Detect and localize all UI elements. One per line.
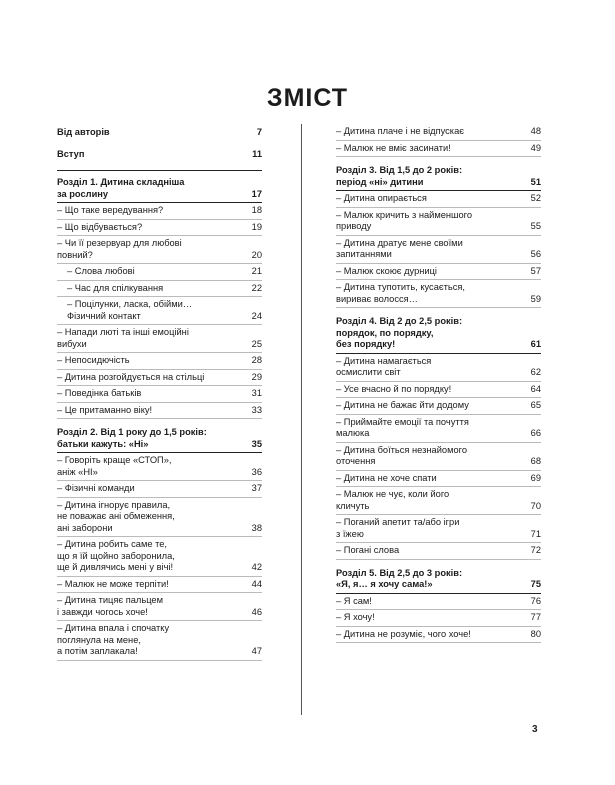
toc-entry-page: 36: [251, 466, 262, 477]
toc-entry-title: – Усе вчасно й по порядку!: [336, 384, 519, 396]
toc-entry-page: 24: [251, 310, 262, 321]
toc-entry-title: Розділ 1. Дитина складніша за рослину: [57, 177, 185, 199]
toc-entry-title: – Дитина впала і спочатку поглянула на мене, а потім заплакала!: [57, 623, 240, 658]
toc-entry: [57, 353, 262, 370]
toc-entry-title: – Дитина розгойдується на стільці: [57, 372, 240, 384]
toc-entry-title: – Дитина боїться незнайомого оточення: [336, 445, 519, 468]
toc-entry-page: 44: [251, 578, 262, 589]
toc-entry-title: – Дитина опирається: [336, 193, 519, 205]
toc-entry-page: 19: [251, 221, 262, 232]
toc-entry-title: – Поведінка батьків: [57, 388, 240, 400]
toc-section-heading: [57, 422, 262, 453]
toc-entry-title: – Дитина плаче і не відпускає: [336, 126, 519, 138]
toc-entry-page: 20: [251, 249, 262, 260]
toc-entry-title: – Що таке вередування?: [57, 205, 240, 217]
toc-entry: [57, 264, 262, 281]
toc-entry: [336, 264, 541, 281]
toc-entry-page: 29: [251, 371, 262, 382]
toc-entry: [57, 220, 262, 237]
toc-entry-page: 75: [530, 579, 541, 589]
toc-entry-page: 71: [530, 528, 541, 539]
toc-entry-title: – Я хочу!: [336, 612, 519, 624]
toc-entry-page: 47: [251, 646, 262, 656]
toc-entry-title: – Дитина тицяє пальцем і завжди чогось хоче!: [57, 595, 240, 618]
toc-entry-title: – Що відбувається?: [57, 222, 240, 234]
toc-entry-page: 66: [530, 428, 541, 438]
toc-entry-page: 37: [251, 483, 262, 493]
toc-section-heading: [57, 170, 262, 203]
toc-entry: [336, 208, 541, 236]
toc-entry-page: 65: [530, 400, 541, 410]
toc-entry-page: 31: [251, 388, 262, 398]
toc-entry-page: 35: [251, 438, 262, 449]
toc-entry-title: – Час для спілкування: [57, 283, 240, 295]
toc-entry: [336, 415, 541, 443]
toc-entry-title: Розділ 3. Від 1,5 до 2 років: період «ні» дитини: [336, 165, 463, 187]
toc-entry: [57, 325, 262, 353]
toc-entry-page: 80: [530, 628, 541, 639]
toc-entry-title: – Фізичні команди: [57, 483, 240, 495]
toc-entry: [57, 481, 262, 498]
toc-entry: [336, 515, 541, 543]
toc-entry: [57, 370, 262, 387]
toc-entry-page: 69: [530, 472, 541, 483]
toc-entry-title: – Дитина робить саме те, що я їй щойно заборонила, ще й дивлячись мені у вічі!: [57, 539, 240, 574]
toc-entry: [57, 297, 262, 325]
toc-entry: [336, 443, 541, 471]
toc-entry-title: – Малюк не може терпіти!: [57, 579, 240, 591]
toc-entry-title: – Слова любові: [57, 266, 240, 278]
toc-entry: [57, 281, 262, 298]
toc-entry-title: – Малюк скоює дурниці: [336, 266, 519, 278]
page-number: 3: [532, 724, 538, 735]
toc-entry: [336, 594, 541, 611]
toc-entry-page: 49: [530, 142, 541, 153]
toc-entry: [336, 627, 541, 644]
toc-entry-title: – Малюк не чує, коли його кличуть: [336, 489, 519, 512]
toc-entry: [336, 141, 541, 158]
toc-entry-title: – Дитина не бажає йти додому: [336, 400, 519, 412]
toc-entry-title: – Чи її резервуар для любові повний?: [57, 238, 240, 261]
toc-entry-title: Від авторів: [57, 127, 110, 137]
toc-entry-page: 28: [251, 355, 262, 365]
toc-entry: [336, 382, 541, 399]
toc-entry-page: 17: [251, 188, 262, 199]
toc-entry-page: 56: [530, 249, 541, 259]
toc-entry-title: Розділ 4. Від 2 до 2,5 років: порядок, по порядку, без порядку!: [336, 316, 463, 349]
toc-entry-title: – Поганий апетит та/або ігри з їжею: [336, 517, 519, 540]
toc-entry: [336, 398, 541, 415]
toc-entry: [57, 403, 262, 420]
toc-entry-title: – Малюк кричить з найменшого приводу: [336, 210, 519, 233]
toc-entry: [57, 577, 262, 594]
toc-entry-page: 22: [251, 282, 262, 293]
toc-entry: [336, 280, 541, 308]
toc-entry-page: 70: [530, 500, 541, 511]
toc-entry: [57, 498, 262, 538]
toc-entry-page: 46: [251, 606, 262, 617]
column-divider: [301, 124, 302, 715]
toc-entry-title: – Це притаманно віку!: [57, 405, 240, 417]
toc-entry-title: – Погані слова: [336, 545, 519, 557]
toc-entry-title: – Дитина ігнорує правила, не поважає ані обмеження, ані заборони: [57, 500, 240, 535]
toc-section-heading: [336, 311, 541, 354]
toc-entry-page: 64: [530, 383, 541, 394]
toc-entry: [336, 236, 541, 264]
toc-entry-title: – Напади люті та інші емоційні вибухи: [57, 327, 240, 350]
toc-entry-page: 59: [530, 293, 541, 304]
toc-entry-page: 48: [530, 126, 541, 136]
toc-entry-title: – Дитина тупотить, кусається, вириває волосся…: [336, 282, 519, 305]
toc-entry-title: Вступ: [57, 148, 85, 159]
toc-entry: [57, 386, 262, 403]
toc-entry-page: 55: [530, 221, 541, 231]
toc-entry-page: 52: [530, 193, 541, 203]
toc-entry: [336, 543, 541, 560]
toc-entry: [57, 453, 262, 481]
toc-entry-page: 38: [251, 522, 262, 533]
toc-entry-page: 25: [251, 338, 262, 349]
toc-entry-title: – Малюк не вміє засинати!: [336, 143, 519, 155]
toc-entry-title: – Дитина намагається осмислити світ: [336, 356, 519, 379]
toc-section-heading: [336, 160, 541, 191]
toc-left-column: [57, 124, 262, 661]
toc-entry-page: 33: [251, 404, 262, 415]
toc-entry-title: – Непосидючість: [57, 355, 240, 367]
toc-entry-page: 7: [256, 127, 262, 137]
toc-entry-page: 68: [530, 456, 541, 466]
toc-entry-page: 77: [530, 612, 541, 622]
toc-entry: [336, 124, 541, 141]
toc-entry: [57, 203, 262, 220]
toc-entry: [336, 610, 541, 627]
toc-entry-page: 18: [251, 205, 262, 215]
toc-entry-title: – Дитина дратує мене своїми запитаннями: [336, 238, 519, 261]
toc-entry-page: 62: [530, 367, 541, 377]
toc-entry-page: 21: [251, 266, 262, 276]
toc-entry-page: 76: [530, 595, 541, 606]
toc-entry: [336, 191, 541, 208]
toc-entry-title: – Приймайте емоції та почуття малюка: [336, 417, 519, 440]
toc-entry-title: – Говоріть краще «СТОП», аніж «НІ»: [57, 455, 240, 478]
toc-entry: [57, 621, 262, 661]
toc-entry: [336, 471, 541, 488]
toc-entry-title: – Дитина не розуміє, чого хоче!: [336, 629, 519, 641]
toc-entry: [336, 354, 541, 382]
toc-entry: [57, 146, 262, 168]
toc-section-heading: [336, 563, 541, 594]
toc-entry-title: – Я сам!: [336, 596, 519, 608]
toc-entry-page: 42: [251, 562, 262, 572]
toc-right-column: [336, 124, 541, 643]
toc-entry-page: 57: [530, 265, 541, 276]
toc-entry-title: Розділ 5. Від 2,5 до 3 років: «Я, я… я хочу сама!»: [336, 567, 463, 589]
toc-entry-page: 11: [252, 148, 262, 159]
page-title: ЗМІСТ: [266, 84, 349, 112]
toc-entry-title: Розділ 2. Від 1 року до 1,5 років: батьки кажуть: «Ні»: [57, 427, 207, 449]
toc-entry: [57, 537, 262, 577]
toc-entry-title: – Поцілунки, ласка, обійми… Фізичний контакт: [57, 299, 240, 322]
toc-entry-page: 72: [530, 545, 541, 555]
toc-entry-page: 51: [530, 176, 541, 187]
toc-entry-page: 61: [530, 339, 541, 349]
toc-entry-title: – Дитина не хоче спати: [336, 473, 519, 485]
toc-entry: [336, 487, 541, 515]
toc-entry: [57, 124, 262, 146]
toc-entry: [57, 236, 262, 264]
toc-entry: [57, 593, 262, 621]
